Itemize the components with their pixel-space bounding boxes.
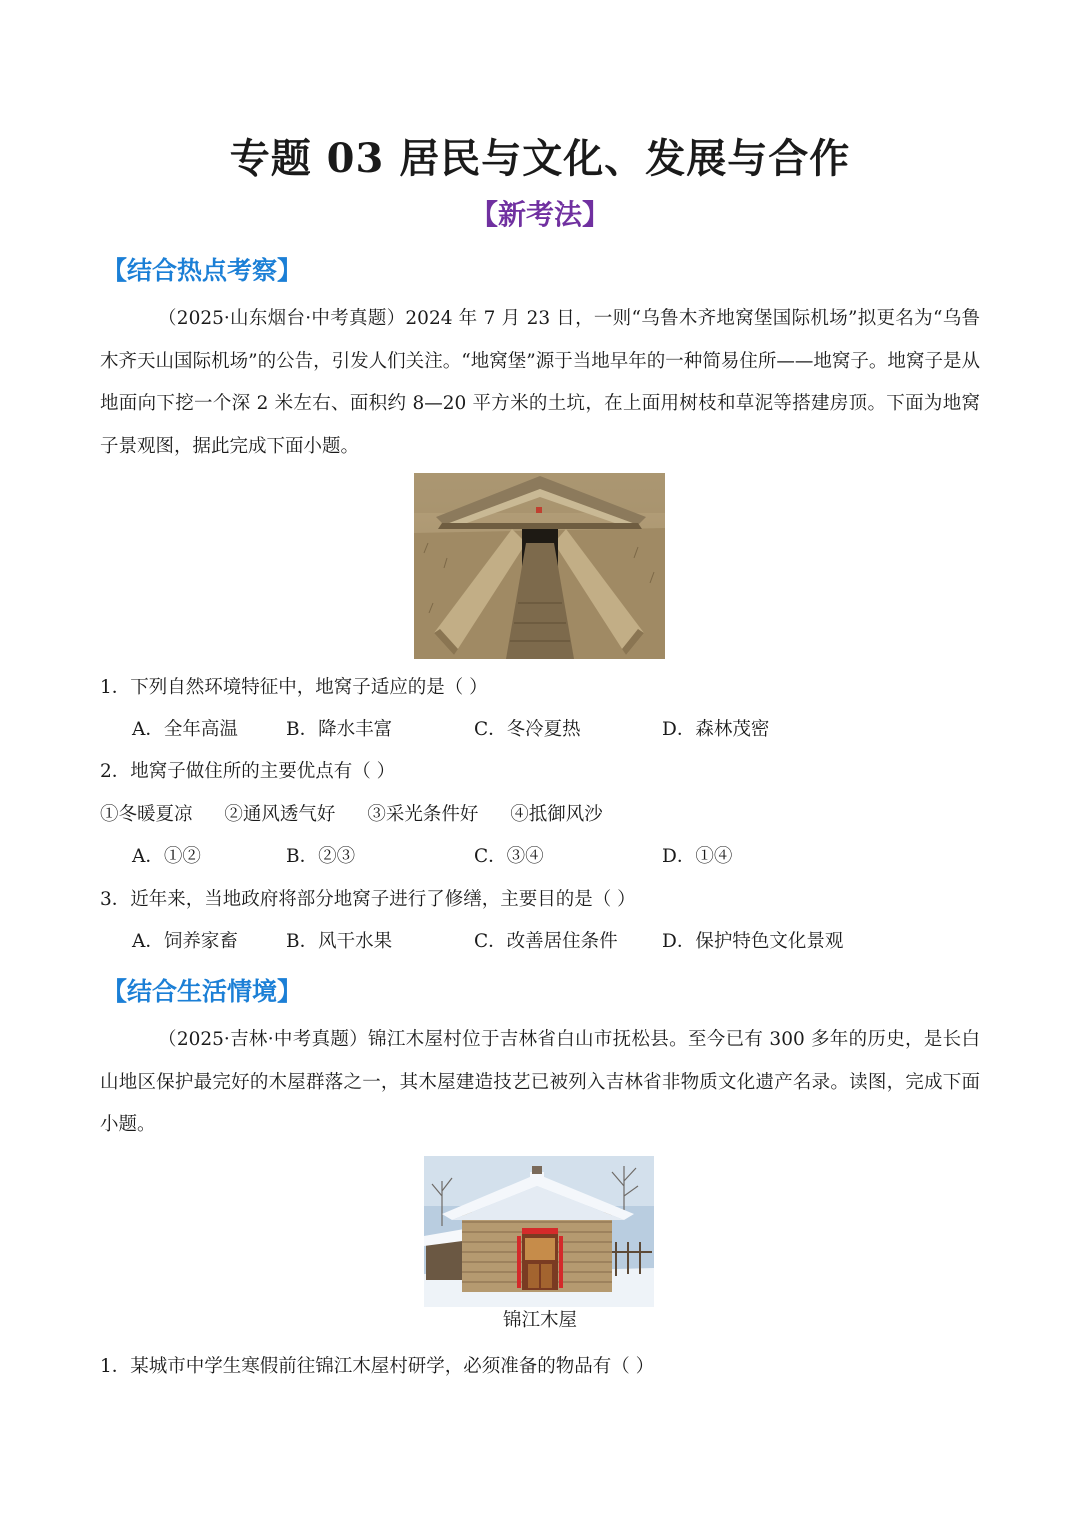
section-heading-life: 【结合生活情境】 [102,977,303,1006]
passage-jinjiang: （2025·吉林·中考真题）锦江木屋村位于吉林省白山市抚松县。至今已有 300 多年的历史，是长白山地区保护最完好的木屋群落之一，其木屋建造技艺已被列入吉林省非物质文化遗产名录。读图，完成下面小题。 [100,1029,980,1135]
question-s2-1: 1．某城市中学生寒假前往锦江木屋村研学，必须准备的物品有（ ） [100,1356,655,1377]
question-3-options [132,927,952,957]
section-heading-hotspot: 【结合热点考察】 [102,256,303,285]
option-d[interactable]: D．①④ [662,846,733,867]
passage-diwozi: （2025·山东烟台·中考真题）2024 年 7 月 23 日，一则“乌鲁木齐地窝堡国际机场”拟更名为“乌鲁木齐天山国际机场”的公告，引发人们关注。“地窝堡”源于当地早年的一种简易住所——地窝子。地窝子是从地面向下挖一个深 2 米左右、面积约 8—20 平方米的土坑，在上面用树枝和草泥等搭建房顶。下面为地窝子景观图，据此完成下面小题。 [100,308,980,457]
statement-2: ②通风透气好 [224,804,336,825]
question-2: 2．地窝子做住所的主要优点有（ ） [100,761,396,782]
jinjiang-cabin-photo [424,1156,654,1307]
option-b[interactable]: B．②③ [286,846,356,867]
option-b[interactable]: B．风干水果 [286,931,393,952]
question-3: 3．近年来，当地政府将部分地窝子进行了修缮，主要目的是（ ） [100,889,636,910]
page-title: 专题 03 居民与文化、发展与合作 [229,135,851,182]
option-d[interactable]: D．森林茂密 [662,719,770,740]
question-1-options [132,715,952,745]
option-c[interactable]: C．冬冷夏热 [474,719,581,740]
option-a[interactable]: A．饲养家畜 [132,931,238,952]
option-c[interactable]: C．③④ [474,846,544,867]
page-subtitle: 【新考法】 [469,198,610,231]
question-2-options [132,842,952,872]
statement-3: ③采光条件好 [367,804,479,825]
option-c[interactable]: C．改善居住条件 [474,931,618,952]
figure-caption: 锦江木屋 [502,1310,577,1331]
option-d[interactable]: D．保护特色文化景观 [662,931,844,952]
option-b[interactable]: B．降水丰富 [286,719,393,740]
question-1: 1．下列自然环境特征中，地窝子适应的是（ ） [100,677,488,698]
question-2-statements [100,800,629,830]
diwozi-photo [414,473,665,659]
option-a[interactable]: A．全年高温 [132,719,238,740]
option-a[interactable]: A．①② [132,846,201,867]
statement-1: ①冬暖夏凉 [100,804,193,825]
statement-4: ④抵御风沙 [510,804,603,825]
